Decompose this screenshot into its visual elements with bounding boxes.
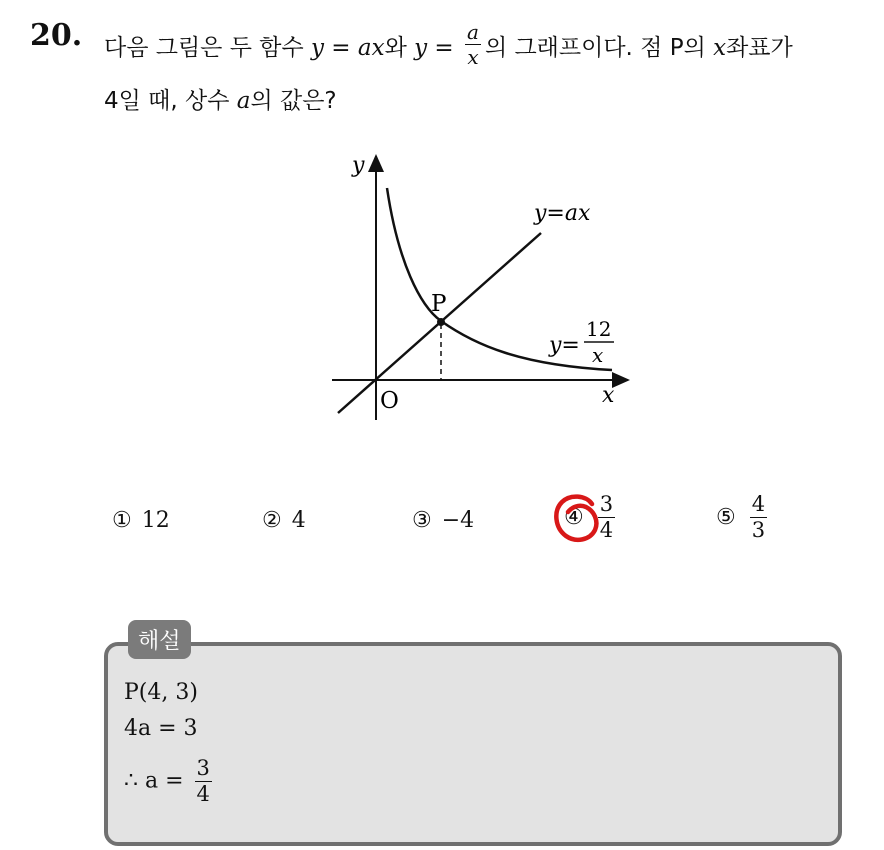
choice-fraction [750, 492, 767, 543]
y-axis-label: y [352, 153, 365, 178]
choice-value: 12 [141, 508, 170, 533]
solution-line-2: 4a = 3 [124, 716, 198, 741]
fraction-numerator: 4 [751, 492, 766, 516]
question-text-b: 와 [384, 35, 415, 61]
choice-value: 4 [291, 508, 306, 533]
choice-1[interactable] [112, 508, 170, 533]
fraction-denominator: 3 [751, 518, 766, 542]
fraction-denominator: 4 [599, 518, 614, 542]
question-text-e: 4일 때, 상수 [104, 88, 237, 114]
choice-marker: ③ [412, 508, 432, 533]
question-text-d: 좌표가 [726, 35, 793, 61]
equation-line: y = ax [311, 35, 385, 61]
curve-equation-lhs: y= [549, 333, 580, 358]
answer-circle-mark [548, 490, 608, 550]
question-text-a: 다음 그림은 두 함수 [104, 35, 311, 61]
intersection-point [437, 318, 445, 326]
choice-marker: ② [262, 508, 282, 533]
line-equation-label: y=ax [534, 201, 591, 226]
solution-fraction [195, 756, 212, 807]
therefore-text: ∴ a = [124, 768, 191, 794]
question-text-f: 의 값은? [250, 88, 337, 114]
origin-label: O [380, 388, 399, 414]
fraction-numerator: a [467, 20, 479, 44]
fraction-numerator: 3 [196, 756, 210, 780]
solution-badge: 해설 [128, 620, 191, 659]
choice-marker: ① [112, 508, 132, 533]
fraction-denominator: 4 [196, 782, 210, 806]
choice-marker: ④ [564, 505, 584, 530]
choice-2[interactable] [262, 508, 306, 533]
x-variable: x [713, 35, 727, 61]
solution-box [104, 642, 842, 846]
point-label: P [431, 291, 447, 317]
fraction-numerator: 3 [599, 492, 614, 516]
choice-5[interactable] [716, 492, 771, 543]
solution-line-3 [124, 756, 216, 807]
choice-3[interactable] [412, 508, 474, 533]
solution-line-1: P(4, 3) [124, 680, 198, 705]
question-number: 20. [30, 18, 83, 53]
x-axis-label: x [602, 383, 615, 408]
choice-marker: ⑤ [716, 505, 736, 530]
a-variable: a [236, 88, 251, 114]
choice-value: −4 [441, 508, 475, 533]
question-text-c: 의 그래프이다. 점 P의 [484, 35, 714, 61]
equation-curve-lhs: y = [414, 35, 461, 61]
curve-numerator: 12 [586, 317, 612, 341]
curve-denominator: x [592, 343, 604, 367]
fraction-denominator: x [465, 44, 481, 69]
